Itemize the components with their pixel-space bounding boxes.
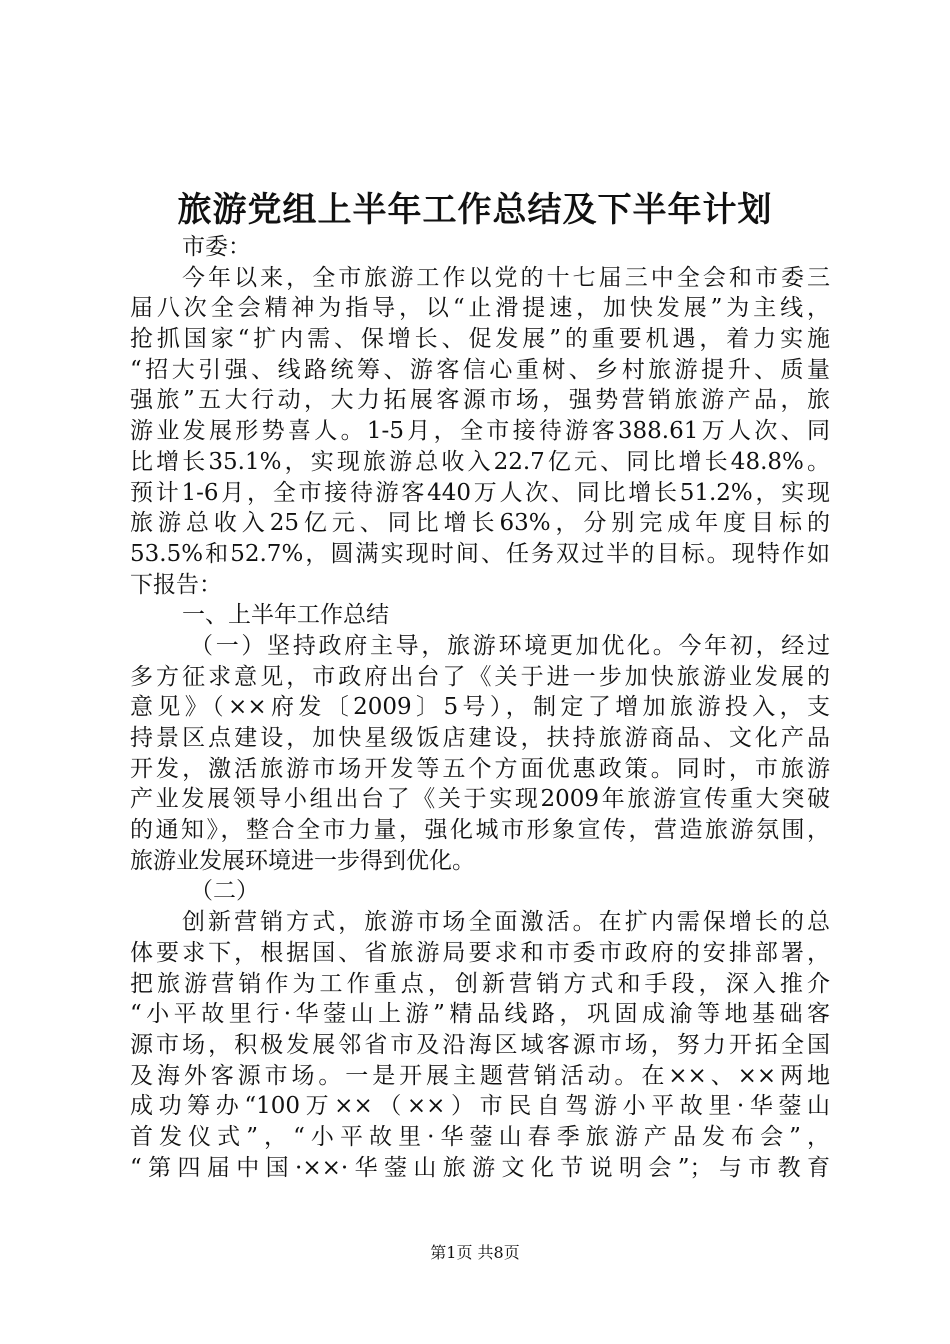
text-line: 市委： [182,234,251,260]
text-line: （一）坚持政府主导，旅游环境更加优化。今年初，经过 [190,632,830,659]
text-line: 持景区点建设，加快星级饭店建设，扶持旅游商品、文化产品 [130,725,830,751]
text-line: 意见》（××府发〔2009〕5号），制定了增加旅游投入，支 [130,694,830,721]
text-line: 成功筹办“100万××（××）市民自驾游小平故里·华蓥山 [130,1093,830,1120]
text-line: 一、上半年工作总结 [182,602,389,629]
text-line: 产业发展领导小组出台了《关于实现2009年旅游宣传重大突破 [130,786,830,813]
page-footer: 第1页 共8页 [430,1243,520,1262]
text-line: 体要求下，根据国、省旅游局要求和市委市政府的安排部署， [130,939,830,966]
text-line: 预计1-6月，全市接待游客440万人次、同比增长51.2%，实现 [130,479,830,506]
document-body [130,232,830,1183]
text-line: （二） [190,878,259,905]
text-line: 的通知》，整合全市力量，强化城市形象宣传，营造旅游氛围， [130,817,830,844]
text-line: 游业发展形势喜人。1-5月，全市接待游客388.61万人次、同 [130,418,830,445]
text-line: 开发，激活旅游市场开发等五个方面优惠政策。同时，市旅游 [130,755,830,782]
text-line: 比增长35.1%，实现旅游总收入22.7亿元、同比增长48.8%。 [130,448,830,475]
text-line: 及海外客源市场。一是开展主题营销活动。在××、××两地 [130,1062,830,1089]
text-line: 今年以来，全市旅游工作以党的十七届三中全会和市委三 [182,264,830,291]
text-line: 把旅游营销作为工作重点，创新营销方式和手段，深入推介 [130,970,830,997]
text-line: “招大引强、线路统筹、游客信心重树、乡村旅游提升、质量 [130,356,830,383]
text-line: 53.5%和52.7%，圆满实现时间、任务双过半的目标。现特作如 [130,540,830,567]
text-line: 创新营销方式，旅游市场全面激活。在扩内需保增长的总 [182,909,830,936]
text-line: 下报告： [130,571,222,598]
text-line: 旅游总收入25亿元、同比增长63%，分别完成年度目标的 [130,510,830,537]
text-line: 首发仪式”，“小平故里·华蓥山春季旅游产品发布会”， [130,1123,830,1150]
text-line: 多方征求意见，市政府出台了《关于进一步加快旅游业发展的 [130,663,830,690]
text-line: 届八次全会精神为指导，以“止滑提速，加快发展”为主线， [130,295,830,322]
document-title: 旅游党组上半年工作总结及下半年计划 [177,190,773,230]
text-line: 强旅”五大行动，大力拓展客源市场，强势营销旅游产品，旅 [130,387,830,414]
text-line: 源市场，积极发展邻省市及沿海区域客源市场，努力开拓全国 [130,1031,830,1058]
text-line: 抢抓国家“扩内需、保增长、促发展”的重要机遇，着力实施 [130,326,830,353]
text-line: 旅游业发展环境进一步得到优化。 [130,847,475,874]
text-line: “第四届中国·××·华蓥山旅游文化节说明会”；与市教育 [130,1154,830,1181]
text-line: “小平故里行·华蓥山上游”精品线路，巩固成渝等地基础客 [130,1001,830,1028]
